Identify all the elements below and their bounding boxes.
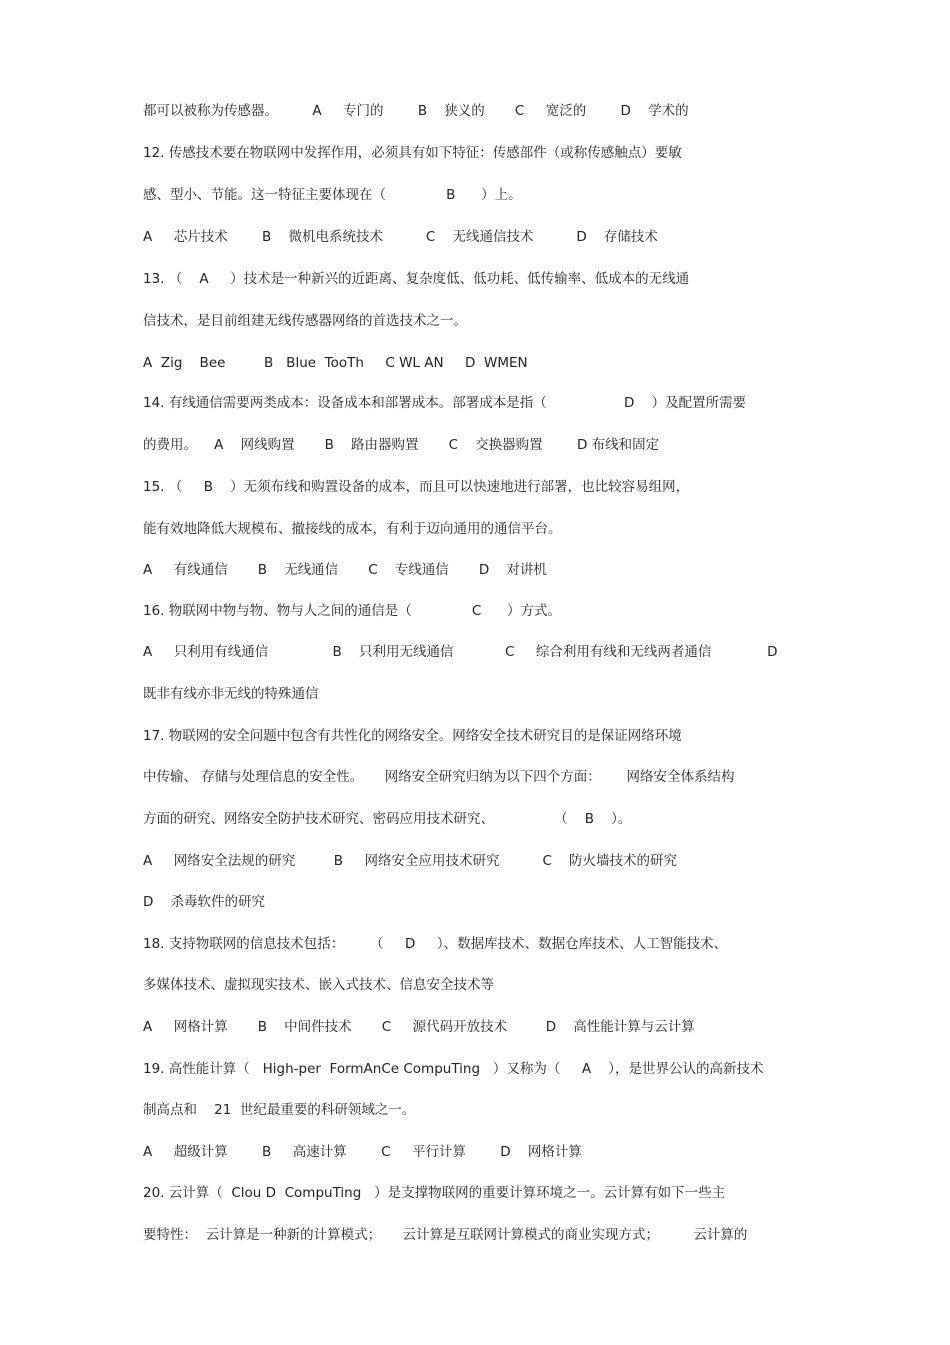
text-line: A 网络安全法规的研究 B 网络安全应用技术研究 C 防火墙技术的研究 (143, 853, 678, 869)
text-line: A 只利用有线通信 B 只利用无线通信 C 综合利用有线和无线两者通信 D (143, 644, 778, 660)
text-line: 多媒体技术、虚拟现实技术、嵌入式技术、信息安全技术等 (143, 977, 494, 993)
text-line: 16. 物联网中物与物、物与人之间的通信是（ C ）方式。 (143, 603, 562, 619)
text-line: 都可以被称为传感器。 A 专门的 B 狭义的 C 宽泛的 D 学术的 (143, 103, 689, 119)
text-line: 方面的研究、网络安全防护技术研究、密码应用技术研究、 （ B ）。 (143, 811, 632, 827)
text-line: 14. 有线通信需要两类成本：设备成本和部署成本。部署成本是指（ D ）及配置所需要 (143, 395, 747, 411)
text-line: A 网格计算 B 中间件技术 C 源代码开放技术 D 高性能计算与云计算 (143, 1019, 695, 1035)
text-line: 13. （ A ）技术是一种新兴的近距离、复杂度低、低功耗、低传输率、低成本的无线通 (143, 271, 690, 287)
text-line: 能有效地降低大规模布、撤接线的成本，有利于迈向通用的通信平台。 (143, 521, 562, 537)
text-line: 要特性： 云计算是一种新的计算模式； 云计算是互联网计算模式的商业实现方式； 云计算的 (143, 1227, 748, 1243)
text-line: 的费用。 A 网线购置 B 路由器购置 C 交换器购置 D 布线和固定 (143, 437, 660, 453)
text-line: 18. 支持物联网的信息技术包括： （ D ）、数据库技术、数据仓库技术、人工智能技术、 (143, 936, 728, 952)
text-line: 既非有线亦非无线的特殊通信 (143, 686, 319, 702)
text-line: 制高点和 21 世纪最重要的科研领域之一。 (143, 1102, 416, 1118)
text-line: 17. 物联网的安全问题中包含有共性化的网络安全。网络安全技术研究目的是保证网络环境 (143, 728, 682, 744)
text-line: A Zig Bee B Blue TooTh C WL AN D WMEN (143, 355, 528, 371)
text-line: 感、型小、节能。这一特征主要体现在（ B ）上。 (143, 187, 522, 203)
text-line: 12. 传感技术要在物联网中发挥作用，必须具有如下特征：传感部件（或称传感触点）要敏 (143, 145, 682, 161)
text-line: 信技术，是目前组建无线传感器网络的首选技术之一。 (143, 313, 467, 329)
text-line: A 芯片技术 B 微机电系统技术 C 无线通信技术 D 存储技术 (143, 229, 658, 245)
text-line: 15. （ B ）无须布线和购置设备的成本，而且可以快速地进行部署，也比较容易组网， (143, 479, 690, 495)
text-line: 20. 云计算（ Clou D CompuTing ）是支撑物联网的重要计算环境之一。云计算有如下一些主 (143, 1185, 726, 1201)
text-line: 中传输、 存储与处理信息的安全性。 网络安全研究归纳为以下四个方面： 网络安全体系结构 (143, 769, 735, 785)
text-line: A 超级计算 B 高速计算 C 平行计算 D 网格计算 (143, 1144, 582, 1160)
text-line: A 有线通信 B 无线通信 C 专线通信 D 对讲机 (143, 562, 547, 578)
text-line: D 杀毒软件的研究 (143, 894, 266, 910)
text-line: 19. 高性能计算（ High-per FormAnCe CompuTing ）又称为（ A ），是世界公认的高新技术 (143, 1061, 764, 1077)
